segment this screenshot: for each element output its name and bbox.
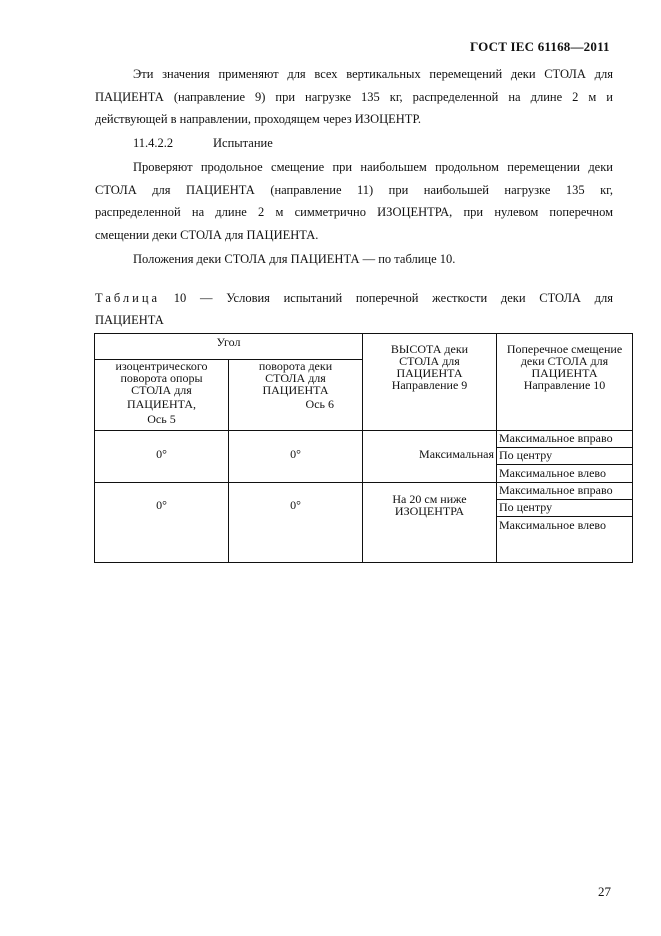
cell-shift-options — [497, 483, 633, 563]
page-number: 27 — [598, 884, 611, 899]
option-right: Максимальное вправо — [497, 431, 632, 448]
document-header: ГОСТ IEC 61168—2011 — [470, 39, 610, 54]
option-left: Максимальное влево — [499, 466, 606, 480]
option-right: Максимальное вправо — [497, 483, 632, 500]
paragraph-values: Эти значения применяют для всех вертикальных перемещений деки СТОЛА для ПАЦИЕНТА (направление 9) при нагрузке 135 кг, распределенной на длине 2 м и действующей в направлении, проходящем через ИЗОЦЕНТР. — [95, 67, 613, 126]
isocentric-rotation-header: изоцентрического поворота опоры СТОЛА для ПАЦИЕНТА, Ось 5 — [95, 360, 229, 431]
top-rotation-header: поворота деки СТОЛА для ПАЦИЕНТА Ось 6 — [229, 360, 363, 431]
section-heading — [133, 136, 273, 151]
conditions-table — [94, 333, 633, 563]
option-center: По центру — [497, 448, 632, 465]
cell-angle-axis6: 0° — [229, 431, 363, 483]
shift-header: Поперечное смещение деки СТОЛА для ПАЦИЕНТА Направление 10 — [497, 334, 633, 431]
table-caption: Таблица 10 — Условия испытаний поперечной жесткости деки СТОЛА для ПАЦИЕНТА — [95, 291, 614, 327]
section-title: Испытание — [213, 136, 273, 150]
option-center: По центру — [497, 500, 632, 517]
table-row — [95, 431, 633, 483]
angle-header: Угол — [95, 334, 363, 360]
table-row — [95, 483, 633, 563]
cell-angle-axis5: 0° — [95, 431, 229, 483]
cell-angle-axis5: 0° — [95, 483, 229, 563]
paragraph-positions: Положения деки СТОЛА для ПАЦИЕНТА — по таблице 10. — [133, 252, 456, 266]
cell-height: На 20 см ниже ИЗОЦЕНТРА — [363, 483, 497, 563]
section-number: 11.4.2.2 — [133, 136, 174, 150]
option-left: Максимальное влево — [499, 518, 606, 532]
cell-angle-axis6: 0° — [229, 483, 363, 563]
paragraph-test: Проверяют продольное смещение при наибольшем продольном перемещении деки СТОЛА для ПАЦИЕНТА (направление 11) при наибольшей нагрузке 135 кг, распределенной на длине 2 м симметрично ИЗОЦЕНТРА, при нулевом поперечном смещении деки СТОЛА для ПАЦИЕНТА. — [95, 160, 613, 242]
height-header: ВЫСОТА деки СТОЛА для ПАЦИЕНТА Направление 9 — [363, 334, 497, 431]
cell-height: Максимальная — [363, 431, 497, 483]
cell-shift-options — [497, 431, 633, 483]
